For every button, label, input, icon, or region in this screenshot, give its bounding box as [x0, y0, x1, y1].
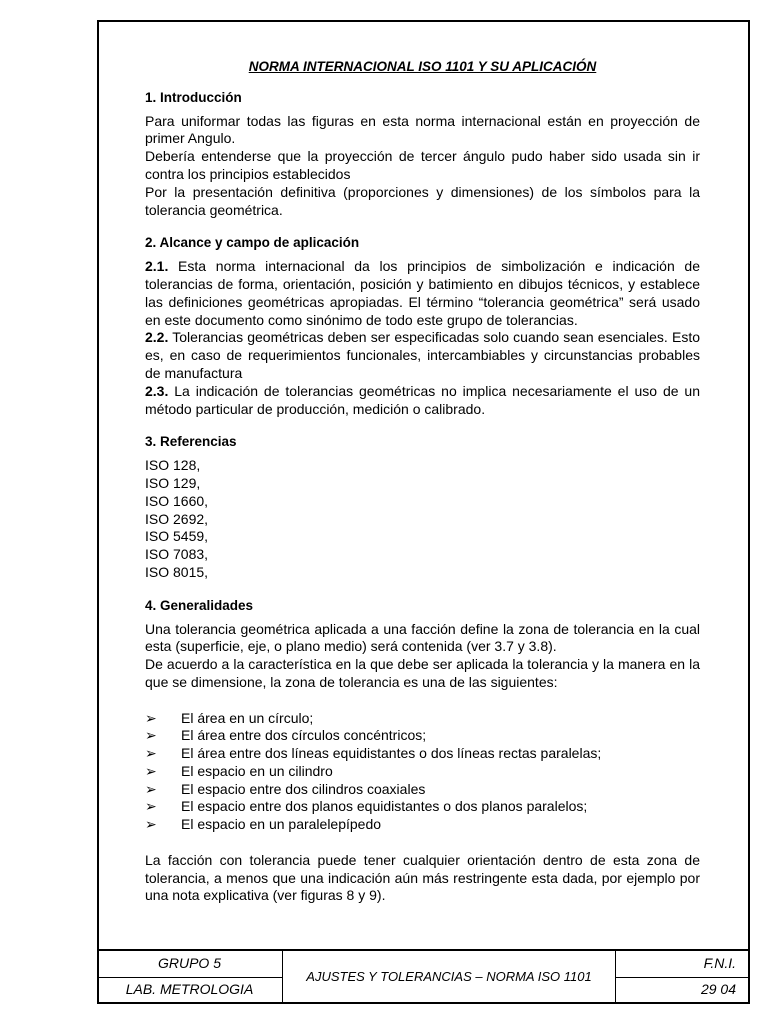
arrow-bullet-icon: ➢ — [145, 816, 157, 833]
footer-lab: LAB. METROLOGIA — [125, 981, 254, 997]
list-item: ➢ El espacio entre dos cilindros coaxiales — [145, 780, 426, 797]
section-heading: 1. Introducción — [145, 89, 242, 105]
clause-number: 2.1. — [145, 258, 169, 275]
paragraph: Para uniformar todas las figuras en esta norma internacional están en proyección de primer Angulo. — [145, 112, 700, 147]
reference-item: ISO 1660, — [145, 492, 209, 509]
section-introduccion — [145, 89, 700, 220]
section-heading: 3. Referencias — [145, 434, 237, 450]
list-item: ➢ El área entre dos líneas equidistantes o dos líneas rectas paralelas; — [145, 745, 602, 762]
paragraph: Por la presentación definitiva (proporciones y dimensiones) de los símbolos para la tolerancia geométrica. — [145, 183, 700, 218]
footer-code: F.N.I. — [703, 955, 736, 971]
arrow-bullet-icon: ➢ — [145, 762, 157, 779]
reference-item: ISO 128, — [145, 457, 201, 474]
reference-item: ISO 5459, — [145, 528, 209, 545]
clause-text: Esta norma internacional da los principios de simbolización e indicación de tolerancias de forma, orientación, posición y batimiento en dibujos técnicos, y establece las definiciones geométricas apropiadas. El término “tolerancia geométrica” será usado en este documento como sinónimo de todo este grupo de tolerancias. — [145, 258, 700, 328]
list-item: ➢ El área en un círculo; — [145, 709, 314, 726]
reference-item: ISO 7083, — [145, 546, 209, 563]
list-item: ➢ El espacio en un cilindro — [145, 762, 333, 779]
arrow-bullet-icon: ➢ — [145, 798, 157, 815]
footer-table — [97, 949, 750, 1004]
paragraph: La facción con tolerancia puede tener cualquier orientación dentro de esta zona de tolerancia, a menos que una indicación aún más restringente esta dada, por ejemplo por una nota explicativa (ver figuras 8 y 9). — [145, 851, 700, 904]
list-item: ➢ El espacio entre dos planos equidistantes o dos planos paralelos; — [145, 798, 588, 815]
clause-text: Tolerancias geométricas deben ser especificadas solo cuando sean esenciales. Esto es, en caso de requerimientos funcionales, intercambiables y circunstancias probables de manufactura — [145, 329, 700, 381]
paragraph — [145, 383, 700, 419]
section-generalidades — [145, 597, 700, 906]
section-alcance — [145, 234, 700, 418]
section-referencias — [145, 433, 700, 581]
clause-number: 2.3. — [145, 382, 169, 399]
reference-item: ISO 2692, — [145, 510, 209, 527]
footer-group: GRUPO 5 — [157, 955, 221, 971]
paragraph — [145, 258, 700, 329]
footer-subject: AJUSTES Y TOLERANCIAS – NORMA ISO 1101 — [306, 969, 592, 984]
clause-text: La indicación de tolerancias geométricas no implica necesariamente el uso de un método particular de producción, medición o calibrado. — [145, 382, 700, 417]
document-title: NORMA INTERNACIONAL ISO 1101 Y SU APLICACIÓN — [248, 59, 597, 74]
footer-page-number: 29 04 — [700, 981, 736, 997]
reference-item: ISO 129, — [145, 474, 201, 491]
section-heading: 2. Alcance y campo de aplicación — [145, 235, 360, 251]
arrow-bullet-icon: ➢ — [145, 780, 157, 797]
paragraph: De acuerdo a la característica en la que debe ser aplicada la tolerancia y la manera en la que se dimensione, la zona de tolerancia es una de las siguientes: — [145, 656, 700, 690]
document-body — [145, 58, 700, 905]
list-item: ➢ El espacio en un paralelepípedo — [145, 816, 382, 833]
paragraph: Debería entenderse que la proyección de tercer ángulo pudo haber sido usada sin ir contra los principios establecidos — [145, 148, 700, 182]
paragraph: Una tolerancia geométrica aplicada a una facción define la zona de tolerancia en la cual esta (superficie, eje, o plano medio) será contenida (ver 3.7 y 3.8). — [145, 620, 700, 655]
clause-number: 2.2. — [145, 329, 169, 346]
section-heading: 4. Generalidades — [145, 597, 254, 613]
list-item: ➢ El área entre dos círculos concéntricos; — [145, 727, 427, 744]
reference-item: ISO 8015, — [145, 563, 209, 580]
paragraph — [145, 329, 700, 382]
arrow-bullet-icon: ➢ — [145, 745, 157, 762]
arrow-bullet-icon: ➢ — [145, 709, 157, 726]
arrow-bullet-icon: ➢ — [145, 727, 157, 744]
bullet-list — [145, 710, 700, 835]
